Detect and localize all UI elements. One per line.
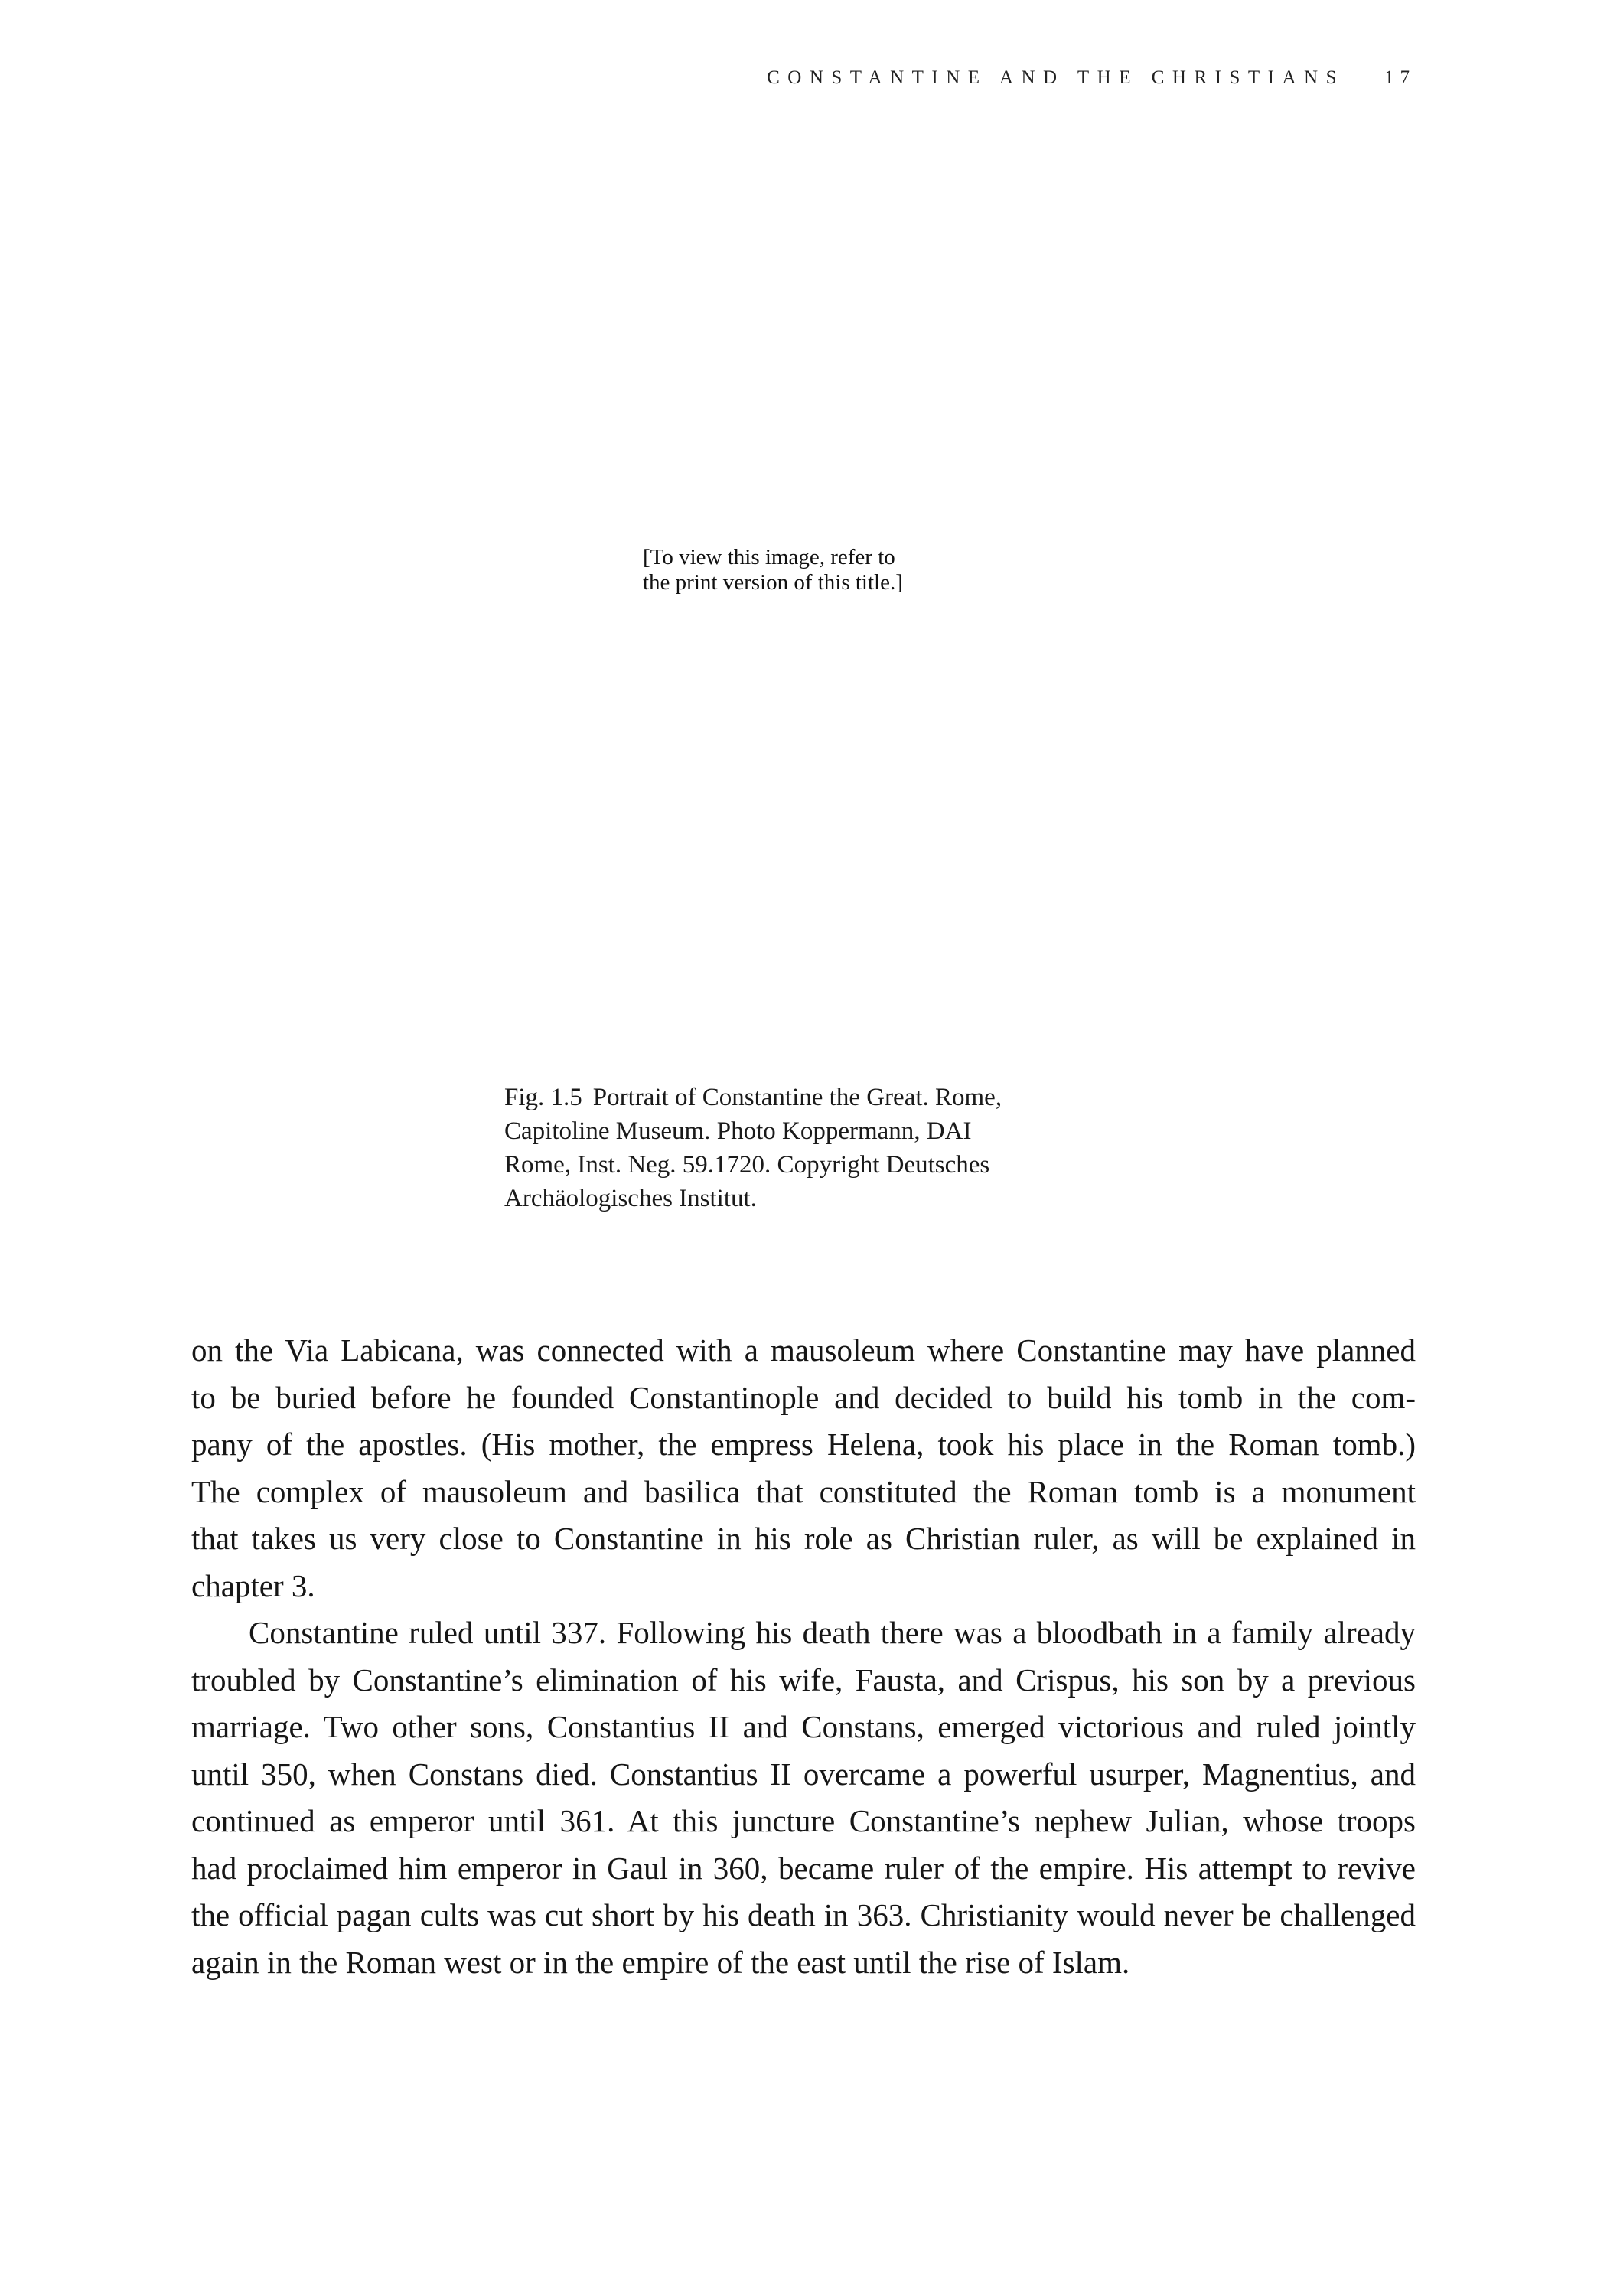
- text-line: again in the Roman west or in the empire of the east until the rise of Islam.: [191, 1944, 1130, 1980]
- text-line: had proclaimed him emperor in Gaul in 360, became ruler of the empire. His attempt to revive: [191, 1850, 1416, 1886]
- caption-line: Capitoline Museum. Photo Koppermann, DAI: [504, 1117, 972, 1145]
- text-line: troubled by Constantine’s elimination of his wife, Fausta, and Crispus, his son by a previous: [191, 1662, 1416, 1698]
- text-line: on the Via Labicana, was connected with a mausoleum where Constantine may have planned: [191, 1332, 1416, 1368]
- running-head: [767, 67, 1416, 89]
- text-line: The complex of mausoleum and basilica that constituted the Roman tomb is a monument: [191, 1473, 1416, 1509]
- text-line: pany of the apostles. (His mother, the empress Helena, took his place in the Roman tomb.): [191, 1427, 1416, 1462]
- placeholder-line: [To view this image, refer to: [643, 545, 895, 569]
- page-number: 17: [1384, 67, 1416, 88]
- placeholder-line: the print version of this title.]: [643, 570, 903, 595]
- paragraph: [191, 1609, 1416, 1986]
- caption-line: Archäologisches Institut.: [504, 1185, 757, 1212]
- caption-line: Rome, Inst. Neg. 59.1720. Copyright Deutsches: [504, 1151, 990, 1179]
- figure-label: Fig. 1.5: [504, 1084, 582, 1111]
- text-line: that takes us very close to Constantine in his role as Christian ruler, as will be explained in: [191, 1521, 1416, 1556]
- caption-line: [504, 1081, 1086, 1114]
- text-line: the official pagan cults was cut short by his death in 363. Christianity would never be challenged: [191, 1897, 1416, 1932]
- text-line: to be buried before he founded Constantinople and decided to build his tomb in the com-: [191, 1379, 1416, 1415]
- running-title: CONSTANTINE AND THE CHRISTIANS: [767, 67, 1345, 88]
- text-line: marriage. Two other sons, Constantius II and Constans, emerged victorious and ruled jointly: [191, 1709, 1416, 1744]
- caption-text: Portrait of Constantine the Great. Rome,: [592, 1084, 1002, 1111]
- text-line: Constantine ruled until 337. Following his death there was a bloodbath in a family already: [249, 1615, 1416, 1650]
- figure-caption: [504, 1081, 1086, 1215]
- body-text: [191, 1327, 1416, 1986]
- text-line: chapter 3.: [191, 1567, 315, 1603]
- text-line: until 350, when Constans died. Constantius II overcame a powerful usurper, Magnentius, and: [191, 1756, 1416, 1792]
- text-line: continued as emperor until 361. At this juncture Constantine’s nephew Julian, whose troops: [191, 1803, 1416, 1838]
- paragraph: [191, 1327, 1416, 1609]
- image-placeholder: [643, 545, 964, 595]
